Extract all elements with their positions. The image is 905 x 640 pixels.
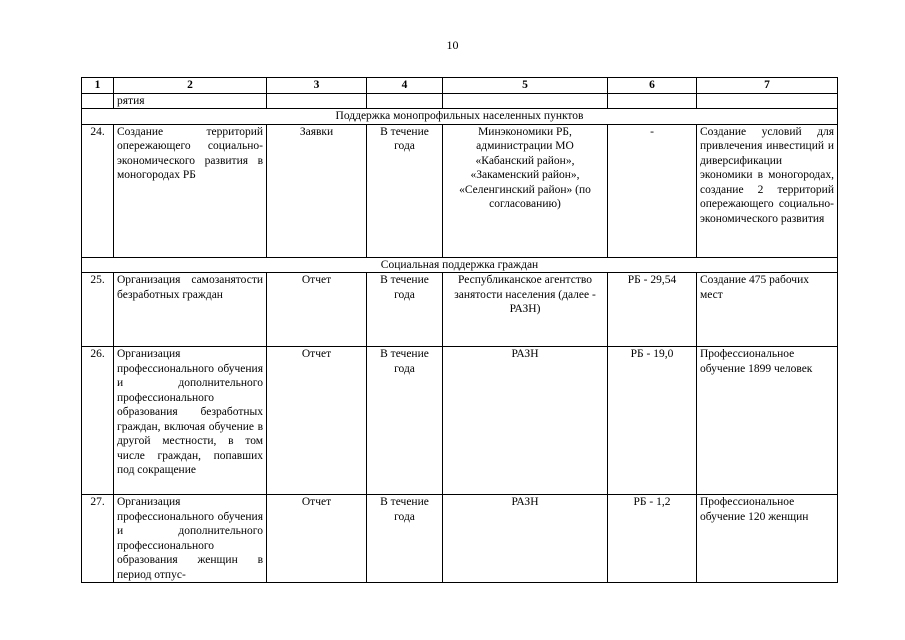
- cell-exec: Республиканское агентство занятости населения (далее - РАЗН): [443, 273, 608, 347]
- header-cell: 6: [608, 78, 697, 94]
- cell-num: [82, 93, 114, 109]
- header-row: [82, 78, 838, 94]
- cell-exec: [443, 93, 608, 109]
- cell-fin: -: [608, 124, 697, 257]
- cell-num: 24.: [82, 124, 114, 257]
- section-title-mono: Поддержка монопрофильных населенных пунктов: [82, 109, 838, 125]
- cell-result: Профессиональное обучение 120 женщин: [697, 495, 838, 583]
- cell-num: 26.: [82, 347, 114, 495]
- header-cell: 1: [82, 78, 114, 94]
- cell-fin: РБ - 1,2: [608, 495, 697, 583]
- header-cell: 3: [267, 78, 367, 94]
- cell-name: Организация самозанятости безработных граждан: [114, 273, 267, 347]
- header-cell: 4: [367, 78, 443, 94]
- table-row: [82, 124, 838, 257]
- header-cell: 5: [443, 78, 608, 94]
- cell-term: [367, 93, 443, 109]
- cell-exec: Минэкономики РБ, администрации МО «Кабанский район», «Закаменский район», «Селенгинский район» (по согласованию): [443, 124, 608, 257]
- plan-table: [81, 77, 838, 583]
- cell-result: [697, 93, 838, 109]
- cell-doc: [267, 93, 367, 109]
- cell-exec: РАЗН: [443, 347, 608, 495]
- cell-doc: Отчет: [267, 347, 367, 495]
- cell-fin: РБ - 19,0: [608, 347, 697, 495]
- cell-num: 25.: [82, 273, 114, 347]
- table-row: [82, 495, 838, 583]
- header-cell: 2: [114, 78, 267, 94]
- cell-fin: РБ - 29,54: [608, 273, 697, 347]
- cell-term: В течение года: [367, 273, 443, 347]
- cell-name: Организация профессионального обучения и дополнительного профессионального образования безработных граждан, включая обучение в другой местности, в том числе граждан, попавших под сокращение: [114, 347, 267, 495]
- cell-term: В течение года: [367, 347, 443, 495]
- section-row: [82, 109, 838, 125]
- cell-name: Организация профессионального обучения и дополнительного профессионального образования женщин в период отпус-: [114, 495, 267, 583]
- section-title-social: Социальная поддержка граждан: [82, 257, 838, 273]
- page-number: 10: [446, 38, 459, 52]
- cell-name: Создание территорий опережающего социально-экономического развития в моногородах РБ: [114, 124, 267, 257]
- cell-result: Профессиональное обучение 1899 человек: [697, 347, 838, 495]
- cell-result: Создание условий для привлечения инвестиций и диверсификации экономики в моногородах, создание 2 территорий опережающего социально-экономического развития: [697, 124, 838, 257]
- cell-doc: Заявки: [267, 124, 367, 257]
- cell-result: Создание 475 рабочих мест: [697, 273, 838, 347]
- cell-doc: Отчет: [267, 495, 367, 583]
- cell-term: В течение года: [367, 495, 443, 583]
- header-cell: 7: [697, 78, 838, 94]
- cell-num: 27.: [82, 495, 114, 583]
- table-row: [82, 347, 838, 495]
- cell-name: рятия: [114, 93, 267, 109]
- cell-exec: РАЗН: [443, 495, 608, 583]
- section-row: [82, 257, 838, 273]
- cell-doc: Отчет: [267, 273, 367, 347]
- table-row: [82, 273, 838, 347]
- cell-term: В течение года: [367, 124, 443, 257]
- cell-fin: [608, 93, 697, 109]
- continued-row: [82, 93, 838, 109]
